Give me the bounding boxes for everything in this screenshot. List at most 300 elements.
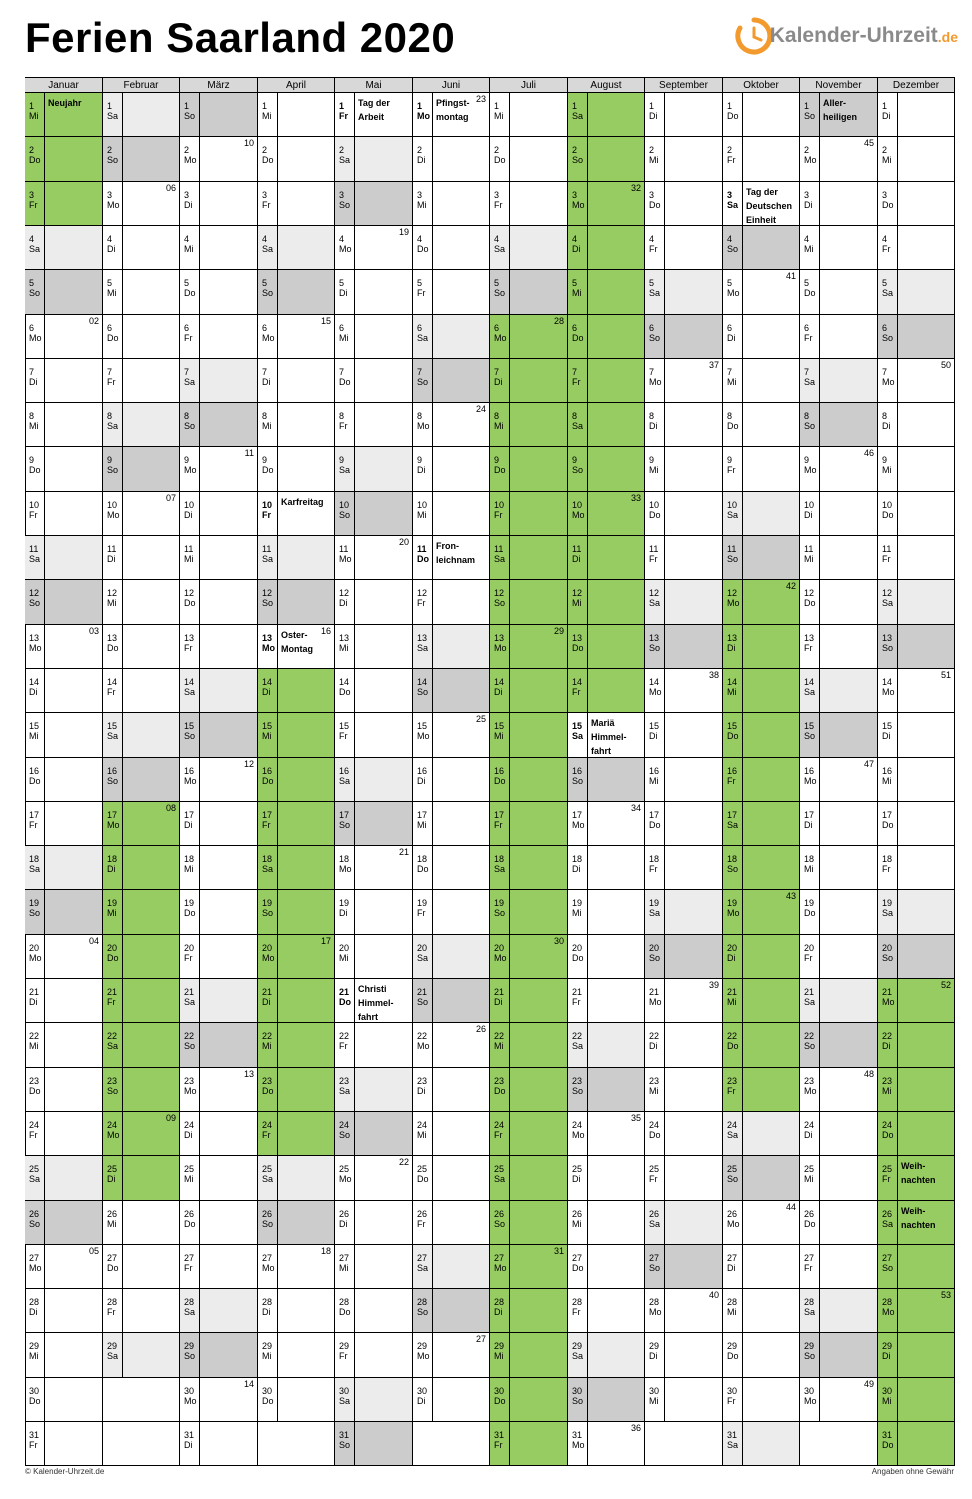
day-cell <box>645 1201 723 1245</box>
day-label <box>25 403 45 446</box>
day-number: 30 <box>804 1386 815 1396</box>
day-cell <box>645 1023 723 1068</box>
day-note-area <box>200 1245 257 1288</box>
day-number: 16 <box>339 766 350 776</box>
day-note-area <box>510 270 567 314</box>
day-number: 24 <box>649 1120 660 1130</box>
day-cell <box>645 580 723 625</box>
day-label <box>490 226 510 269</box>
day-note-area <box>665 447 722 491</box>
weekday-abbr: Sa <box>339 1396 351 1406</box>
day-label <box>335 1378 355 1421</box>
day-cell <box>568 1156 645 1201</box>
day-cell <box>645 846 723 890</box>
day-number: 16 <box>572 766 583 776</box>
day-cell <box>568 1245 645 1289</box>
day-note-area <box>665 403 722 446</box>
day-cell <box>25 359 103 403</box>
day-label <box>335 182 355 225</box>
weekday-abbr: Fr <box>262 510 271 520</box>
day-number: 23 <box>339 1076 350 1086</box>
day-number: 6 <box>882 323 888 333</box>
day-note-area <box>743 1112 799 1155</box>
day-label <box>180 1201 200 1244</box>
day-cell <box>413 1245 490 1289</box>
day-label <box>645 890 665 934</box>
day-label <box>800 890 820 934</box>
day-number: 30 <box>649 1386 660 1396</box>
day-cell <box>103 846 180 890</box>
day-number: 11 <box>572 544 582 554</box>
day-note-area <box>355 1378 412 1421</box>
day-label <box>180 580 200 624</box>
day-cell <box>413 580 490 625</box>
day-label <box>103 1023 123 1067</box>
day-number: 28 <box>184 1297 195 1307</box>
day-note-area <box>278 713 334 757</box>
day-note-area <box>588 890 644 934</box>
day-label <box>568 625 588 668</box>
day-note-area <box>355 270 412 314</box>
day-number: 3 <box>649 190 655 200</box>
weekday-abbr: So <box>184 111 196 121</box>
day-cell <box>723 182 800 226</box>
day-number: 23 <box>29 1076 40 1086</box>
day-cell <box>103 315 180 359</box>
day-note-area <box>743 1333 799 1377</box>
day-note-area <box>510 1112 567 1155</box>
day-note-area <box>355 137 412 181</box>
day-number: 30 <box>572 1386 583 1396</box>
weekday-abbr: So <box>882 1263 894 1273</box>
day-cell <box>103 935 180 979</box>
day-note-area <box>665 182 722 225</box>
day-label <box>723 492 743 535</box>
day-number: 11 <box>107 544 117 554</box>
holiday-name <box>820 93 877 136</box>
day-label <box>25 226 45 269</box>
weekday-abbr: Di <box>727 953 736 963</box>
day-number: 10 <box>339 500 350 510</box>
weekday-abbr: Fr <box>727 776 736 786</box>
day-label <box>103 625 123 668</box>
day-cell <box>878 270 955 315</box>
day-cell <box>413 846 490 890</box>
day-note-area <box>278 1023 334 1067</box>
day-number: 4 <box>804 234 810 244</box>
day-note-area <box>898 713 954 757</box>
day-label <box>723 846 743 889</box>
day-label <box>258 137 278 181</box>
day-number: 12 <box>494 588 505 598</box>
day-cell <box>723 270 800 315</box>
day-label <box>258 403 278 446</box>
day-cell <box>878 1156 955 1201</box>
day-cell <box>25 1156 103 1201</box>
day-note-area <box>898 580 954 624</box>
day-cell <box>490 93 568 137</box>
day-label <box>878 580 898 624</box>
weekday-abbr: Fr <box>804 643 813 653</box>
day-label <box>180 669 200 712</box>
day-cell <box>180 1023 258 1068</box>
day-cell <box>490 1422 568 1466</box>
weekday-abbr: Mo <box>262 643 275 653</box>
weekday-abbr: Mo <box>417 1041 430 1051</box>
weekday-abbr: Fr <box>572 1307 581 1317</box>
day-label <box>335 492 355 535</box>
day-number: 2 <box>262 145 268 155</box>
day-note-area <box>278 1201 334 1244</box>
day-number: 15 <box>649 721 660 731</box>
day-label <box>25 1422 45 1465</box>
weekday-abbr: Mo <box>649 377 662 387</box>
week-number: 24 <box>475 404 486 414</box>
day-label <box>335 713 355 757</box>
day-number: 12 <box>649 588 660 598</box>
day-cell <box>25 846 103 890</box>
day-label <box>723 137 743 181</box>
day-note-area <box>433 1245 489 1288</box>
day-number: 9 <box>494 455 500 465</box>
day-label <box>180 1112 200 1155</box>
day-label <box>490 492 510 535</box>
day-number: 20 <box>29 943 40 953</box>
day-cell <box>335 1112 413 1156</box>
day-note-area <box>665 625 722 668</box>
holiday-line: Deutschen <box>746 201 793 211</box>
day-note-area <box>820 1023 877 1067</box>
day-cell <box>258 1068 335 1112</box>
day-label <box>413 182 433 225</box>
day-number: 1 <box>339 101 345 111</box>
day-cell <box>335 625 413 669</box>
day-cell <box>723 359 800 403</box>
weekday-abbr: Di <box>804 820 813 830</box>
day-cell <box>335 669 413 713</box>
day-cell <box>878 1378 955 1422</box>
day-number: 21 <box>572 987 583 997</box>
day-note-area <box>278 1378 334 1421</box>
weekday-abbr: Mo <box>882 997 895 1007</box>
weekday-abbr: Mi <box>339 953 349 963</box>
day-cell <box>413 1333 490 1378</box>
weekday-abbr: Sa <box>184 997 196 1007</box>
day-number: 4 <box>184 234 190 244</box>
month-header-2: Februar <box>103 77 180 93</box>
day-label <box>568 846 588 889</box>
day-label <box>878 758 898 801</box>
day-label <box>335 1112 355 1155</box>
weekday-abbr: Do <box>184 908 196 918</box>
weekday-abbr: Mi <box>572 1219 582 1229</box>
holiday-name <box>278 492 334 535</box>
day-label <box>413 758 433 801</box>
holiday-line: Fron- <box>436 541 459 551</box>
holiday-line: Christi <box>358 984 387 994</box>
day-note-area <box>898 93 954 136</box>
day-label <box>258 315 278 358</box>
day-number: 31 <box>882 1430 893 1440</box>
day-label <box>490 182 510 225</box>
weekday-abbr: Mi <box>262 421 272 431</box>
day-note-area <box>588 315 644 358</box>
day-number: 7 <box>184 367 190 377</box>
day-number: 21 <box>417 987 428 997</box>
day-number: 5 <box>882 278 888 288</box>
day-cell <box>25 536 103 580</box>
weekday-abbr: Mi <box>804 864 814 874</box>
weekday-abbr: Mo <box>649 997 662 1007</box>
day-note-area <box>123 536 179 579</box>
day-label <box>878 1245 898 1288</box>
day-cell <box>258 315 335 359</box>
day-number: 11 <box>727 544 737 554</box>
day-number: 27 <box>339 1253 350 1263</box>
day-note-area <box>665 1245 722 1288</box>
day-note-area <box>200 93 257 136</box>
day-label <box>645 1289 665 1332</box>
day-label <box>723 802 743 845</box>
day-note-area <box>588 403 644 446</box>
day-number: 26 <box>727 1209 738 1219</box>
day-note-area <box>510 758 567 801</box>
weekday-abbr: Do <box>882 510 894 520</box>
day-note-area <box>510 226 567 269</box>
holiday-line: montag <box>436 112 469 122</box>
weekday-abbr: Di <box>494 1307 503 1317</box>
day-cell <box>878 935 955 979</box>
weekday-abbr: Sa <box>727 510 739 520</box>
weekday-abbr: Di <box>494 997 503 1007</box>
day-label <box>103 270 123 314</box>
day-cell <box>568 802 645 846</box>
day-note-area <box>898 758 954 801</box>
day-note-area <box>433 492 489 535</box>
brand-logo[interactable] <box>734 16 958 56</box>
weekday-abbr: Do <box>417 554 429 564</box>
day-cell <box>568 226 645 270</box>
day-cell <box>258 758 335 802</box>
day-cell <box>568 1201 645 1245</box>
day-label <box>645 447 665 491</box>
day-number: 21 <box>804 987 815 997</box>
day-cell <box>258 802 335 846</box>
weekday-abbr: Mo <box>882 377 895 387</box>
day-label <box>645 1245 665 1288</box>
day-label <box>258 580 278 624</box>
day-number: 19 <box>804 898 815 908</box>
weekday-abbr: Do <box>572 333 584 343</box>
day-label <box>103 846 123 889</box>
day-label <box>490 1201 510 1244</box>
day-number: 19 <box>649 898 660 908</box>
weekday-abbr: Mo <box>649 687 662 697</box>
day-note-area <box>278 137 334 181</box>
day-label <box>800 93 820 136</box>
day-label <box>180 226 200 269</box>
day-number: 26 <box>649 1209 660 1219</box>
day-label <box>568 1422 588 1465</box>
day-label <box>800 1112 820 1155</box>
day-number: 9 <box>572 455 578 465</box>
day-number: 10 <box>494 500 505 510</box>
day-note-area <box>510 979 567 1022</box>
day-label <box>258 890 278 934</box>
day-cell <box>723 625 800 669</box>
day-note-area <box>588 359 644 402</box>
day-number: 27 <box>494 1253 505 1263</box>
day-label <box>335 1023 355 1067</box>
weekday-abbr: Di <box>339 908 348 918</box>
day-label <box>258 1201 278 1244</box>
week-number: 36 <box>630 1423 641 1433</box>
weekday-abbr: Fr <box>572 997 581 1007</box>
weekday-abbr: Sa <box>649 288 661 298</box>
day-cell <box>490 447 568 492</box>
weekday-abbr: Mo <box>184 1396 197 1406</box>
day-number: 31 <box>727 1430 738 1440</box>
weekday-abbr: Fr <box>29 200 38 210</box>
day-label <box>335 935 355 978</box>
day-note-area <box>355 1333 412 1377</box>
weekday-abbr: Di <box>29 377 38 387</box>
week-number: 51 <box>940 670 951 680</box>
day-note-area <box>355 669 412 712</box>
weekday-abbr: Sa <box>572 1041 584 1051</box>
weekday-abbr: Fr <box>339 111 348 121</box>
day-number: 17 <box>649 810 660 820</box>
holiday-line: Aller- <box>823 98 847 108</box>
day-cell <box>180 1201 258 1245</box>
weekday-abbr: So <box>417 997 429 1007</box>
weekday-abbr: Do <box>882 1440 894 1450</box>
day-note-area <box>665 315 722 358</box>
holiday-name <box>355 93 412 136</box>
weekday-abbr: Do <box>649 820 661 830</box>
day-number: 25 <box>572 1164 583 1174</box>
day-number: 17 <box>29 810 40 820</box>
weekday-abbr: Mi <box>262 1041 272 1051</box>
weekday-abbr: Mi <box>184 244 194 254</box>
day-note-area <box>665 1378 722 1421</box>
day-label <box>413 492 433 535</box>
day-cell <box>800 802 878 846</box>
day-label <box>180 713 200 757</box>
day-note-area <box>898 1333 954 1377</box>
day-number: 14 <box>417 677 428 687</box>
day-cell <box>180 93 258 137</box>
day-note-area <box>665 1112 722 1155</box>
day-cell <box>490 1245 568 1289</box>
weekday-abbr: Sa <box>29 864 41 874</box>
day-note-area <box>433 1201 489 1244</box>
day-note-area <box>123 890 179 934</box>
day-label <box>335 1156 355 1200</box>
day-cell <box>103 1245 180 1289</box>
day-note-area <box>433 1378 489 1421</box>
day-cell <box>25 1333 103 1378</box>
day-number: 1 <box>572 101 578 111</box>
day-label <box>180 492 200 535</box>
day-note-area <box>355 1023 412 1067</box>
day-label <box>258 979 278 1022</box>
weekday-abbr: Sa <box>804 377 816 387</box>
day-number: 20 <box>417 943 428 953</box>
day-label <box>103 1289 123 1332</box>
holiday-line: fahrt <box>591 746 611 756</box>
day-label <box>258 713 278 757</box>
weekday-abbr: Fr <box>494 200 503 210</box>
day-label <box>878 669 898 712</box>
week-number: 43 <box>785 891 796 901</box>
weekday-abbr: Fr <box>572 687 581 697</box>
week-number: 35 <box>630 1113 641 1123</box>
day-label <box>800 1333 820 1377</box>
day-number: 1 <box>649 101 655 111</box>
day-label <box>878 359 898 402</box>
day-number: 31 <box>29 1430 40 1440</box>
weekday-abbr: Mi <box>727 1307 737 1317</box>
day-note-area <box>200 846 257 889</box>
day-number: 24 <box>727 1120 738 1130</box>
day-note-area <box>665 270 722 314</box>
day-label <box>568 182 588 225</box>
day-number: 10 <box>804 500 815 510</box>
day-label <box>800 403 820 446</box>
day-label <box>878 1378 898 1421</box>
day-label <box>103 802 123 845</box>
day-note-area <box>743 1245 799 1288</box>
day-number: 20 <box>804 943 815 953</box>
day-cell <box>180 270 258 315</box>
day-note-area <box>200 1422 257 1465</box>
weekday-abbr: Mo <box>339 554 352 564</box>
day-label <box>568 536 588 579</box>
day-label <box>25 1156 45 1200</box>
weekday-abbr: Fr <box>727 1396 736 1406</box>
day-number: 14 <box>649 677 660 687</box>
day-label <box>723 1333 743 1377</box>
day-number: 8 <box>882 411 888 421</box>
day-label <box>258 492 278 535</box>
weekday-abbr: Sa <box>494 864 506 874</box>
day-cell <box>490 536 568 580</box>
month-header-1: Januar <box>25 77 103 93</box>
day-cell <box>258 137 335 182</box>
day-number: 20 <box>184 943 195 953</box>
day-number: 16 <box>727 766 738 776</box>
day-cell <box>878 536 955 580</box>
day-cell <box>335 1068 413 1112</box>
day-number: 29 <box>184 1341 195 1351</box>
day-label <box>645 270 665 314</box>
day-cell <box>568 1289 645 1333</box>
weekday-abbr: So <box>572 776 584 786</box>
weekday-abbr: Sa <box>107 1351 119 1361</box>
weekday-abbr: Mo <box>262 1263 275 1273</box>
day-cell <box>180 403 258 447</box>
day-cell <box>568 669 645 713</box>
day-number: 9 <box>339 455 345 465</box>
day-cell <box>103 1289 180 1333</box>
day-cell <box>723 580 800 625</box>
weekday-abbr: So <box>494 1219 506 1229</box>
day-label <box>335 270 355 314</box>
day-note-area <box>278 270 334 314</box>
weekday-abbr: Mo <box>727 288 740 298</box>
day-number: 31 <box>339 1430 350 1440</box>
